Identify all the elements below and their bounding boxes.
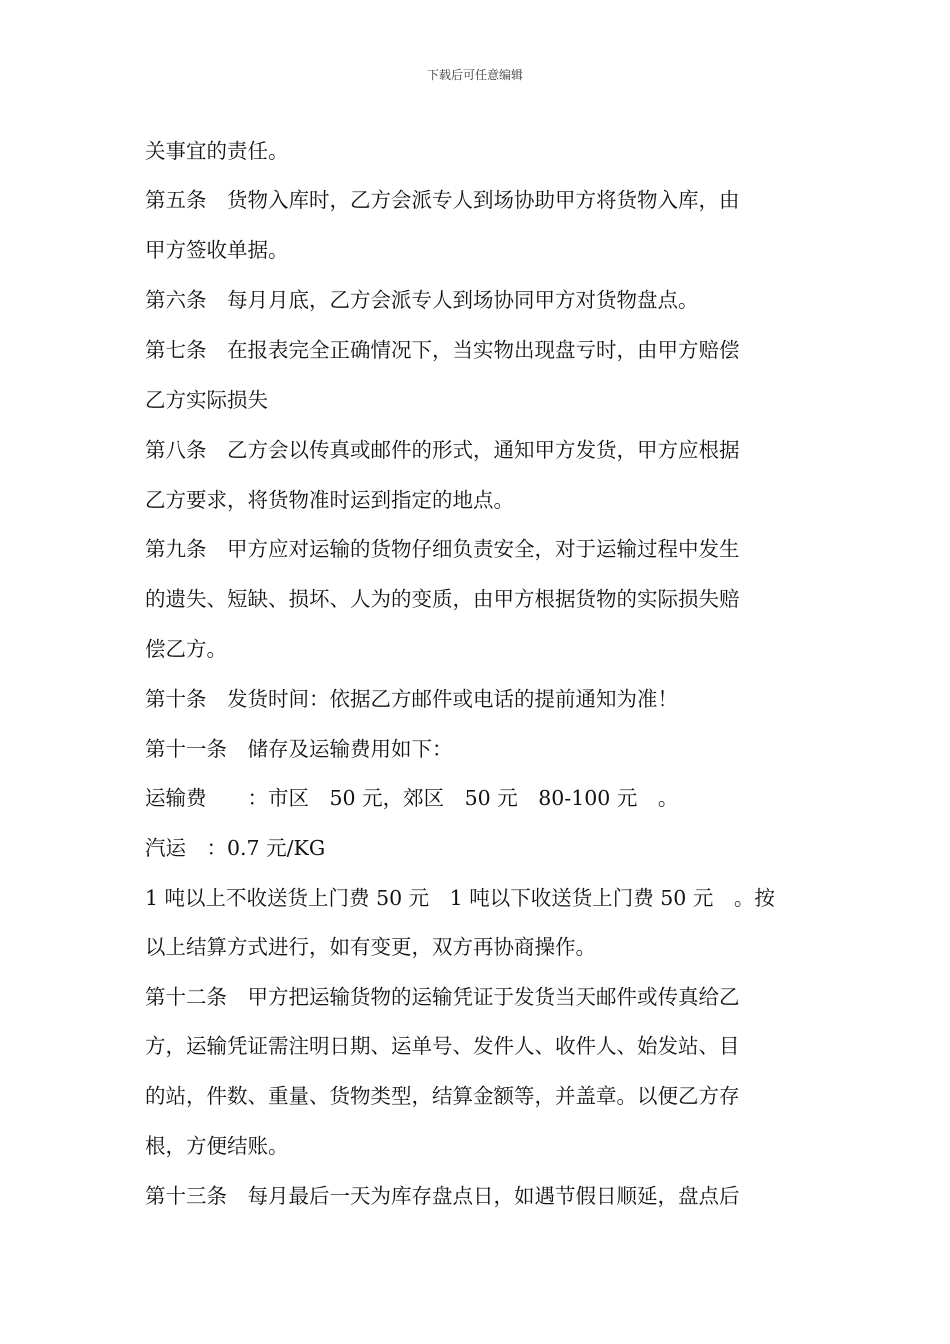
text-line: 第五条 货物入库时，乙方会派专人到场协助甲方将货物入库，由: [145, 188, 740, 212]
text-line: 第七条 在报表完全正确情况下，当实物出现盘亏时，由甲方赔偿: [145, 338, 740, 362]
text-line: 汽运 ：0.7 元/KG: [145, 836, 326, 860]
text-line: 乙方要求，将货物准时运到指定的地点。: [145, 488, 514, 512]
text-line: 第八条 乙方会以传真或邮件的形式，通知甲方发货，甲方应根据: [145, 438, 740, 462]
text-line: 第十三条 每月最后一天为库存盘点日，如遇节假日顺延，盘点后: [145, 1184, 740, 1208]
text-line: 运输费 ：市区 50 元，郊区 50 元 80-100 元 。: [145, 786, 679, 810]
text-line: 根，方便结账。: [145, 1134, 289, 1158]
text-line: 第十条 发货时间：依据乙方邮件或电话的提前通知为准！: [145, 687, 678, 711]
text-line: 偿乙方。: [145, 637, 227, 661]
text-line: 第九条 甲方应对运输的货物仔细负责安全，对于运输过程中发生: [145, 537, 740, 561]
text-line: 乙方实际损失: [145, 388, 268, 412]
text-line: 的遗失、短缺、损坏、人为的变质，由甲方根据货物的实际损失赔: [145, 587, 740, 611]
page-header: 下载后可任意编辑: [426, 68, 523, 82]
text-line: 1 吨以上不收送货上门费 50 元 1 吨以下收送货上门费 50 元 。按: [145, 886, 775, 910]
text-line: 甲方签收单据。: [145, 238, 289, 262]
text-line: 第六条 每月月底，乙方会派专人到场协同甲方对货物盘点。: [145, 288, 699, 312]
text-line: 的站，件数、重量、货物类型，结算金额等，并盖章。以便乙方存: [145, 1084, 740, 1108]
text-line: 方，运输凭证需注明日期、运单号、发件人、收件人、始发站、目: [145, 1034, 740, 1058]
text-line: 第十一条 储存及运输费用如下：: [145, 737, 453, 761]
text-line: 以上结算方式进行，如有变更，双方再协商操作。: [145, 935, 596, 959]
text-line: 关事宜的责任。: [145, 139, 289, 163]
text-line: 第十二条 甲方把运输货物的运输凭证于发货当天邮件或传真给乙: [145, 985, 740, 1009]
